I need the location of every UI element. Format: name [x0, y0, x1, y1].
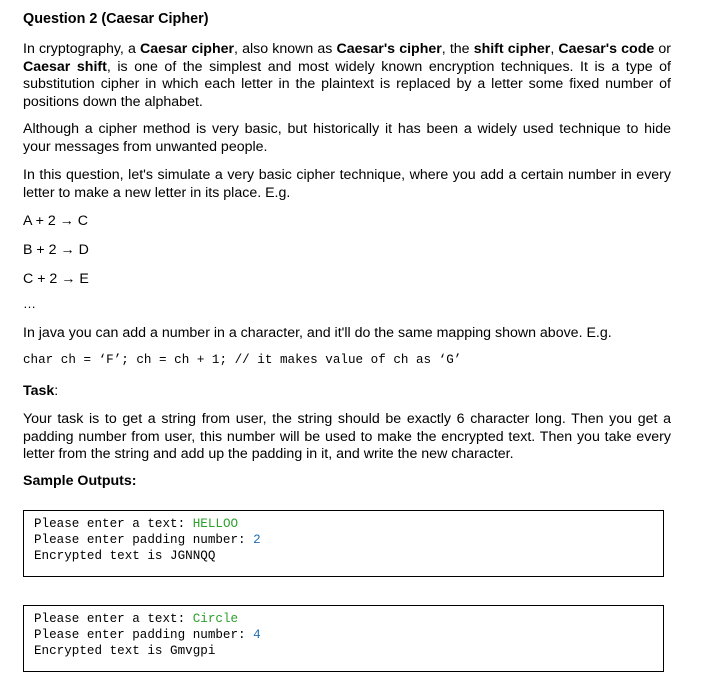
console-user-input: 4 — [253, 628, 261, 642]
intro-bold-term: Caesar shift — [23, 58, 107, 75]
console-line — [34, 611, 663, 627]
mapping-line: A + 2 → C — [23, 213, 89, 229]
console-user-input: HELLOO — [192, 517, 239, 531]
intro-bold-term: Caesar's code — [558, 41, 655, 57]
intro-paragraph — [23, 41, 671, 111]
console-line — [34, 627, 663, 643]
console-line — [34, 532, 663, 548]
mapping-line: C + 2 → E — [23, 271, 89, 287]
intro-bold-term: Caesar cipher — [140, 41, 235, 57]
intro-text: , the — [441, 41, 474, 57]
task-paragraph: Your task is to get a string from user, the string should be exactly 6 character long. Then you get a padding number from user, this number will be used to make the encrypted text. Then you take every letter from the string and add up the padding in it, and write the new character. — [23, 411, 671, 463]
console-prompt: Please enter a text: — [34, 517, 193, 531]
mapping-line: B + 2 → D — [23, 242, 89, 258]
sample-output-box — [23, 510, 664, 577]
intro-bold-term: Caesar's cipher — [336, 41, 442, 57]
console-result: Encrypted text is Gmvgpi — [34, 644, 216, 658]
task-label: Task — [23, 383, 55, 399]
intro-bold-term: shift cipher — [473, 41, 551, 57]
java-paragraph: In java you can add a number in a character, and it'll do the same mapping shown above. E.g. — [23, 325, 612, 341]
console-user-input: Circle — [192, 612, 239, 626]
ellipsis: … — [23, 296, 36, 311]
intro-text: In cryptography, a — [23, 41, 140, 57]
task-heading — [23, 383, 58, 399]
intro-text: , also known as — [234, 41, 337, 57]
intro-text: , — [550, 41, 559, 57]
sample-output-box — [23, 605, 664, 672]
intro-text: , is one of the simplest and most widely known encryption techniques. It is a type of substitution cipher in which each letter in the plaintext is replaced by a letter some fixed number of positions down the alphabet. — [23, 58, 672, 110]
intro-text: or — [654, 41, 671, 57]
console-user-input: 2 — [253, 533, 261, 547]
history-paragraph: Although a cipher method is very basic, but historically it has been a widely used technique to hide your messages from unwanted people. — [23, 121, 671, 155]
simulate-paragraph: In this question, let's simulate a very basic cipher technique, where you add a certain number in every letter to make a new letter in its place. E.g. — [23, 167, 671, 201]
question-title: Question 2 (Caesar Cipher) — [23, 11, 209, 27]
console-prompt: Please enter padding number: — [34, 628, 254, 642]
console-prompt: Please enter a text: — [34, 612, 193, 626]
sample-outputs-title: Sample Outputs: — [23, 473, 137, 489]
console-result: Encrypted text is JGNNQQ — [34, 549, 216, 563]
code-example: char ch = ‘F’; ch = ch + 1; // it makes value of ch as ‘G’ — [23, 353, 462, 367]
task-colon: : — [54, 383, 59, 399]
console-line — [34, 516, 663, 532]
console-prompt: Please enter padding number: — [34, 533, 254, 547]
